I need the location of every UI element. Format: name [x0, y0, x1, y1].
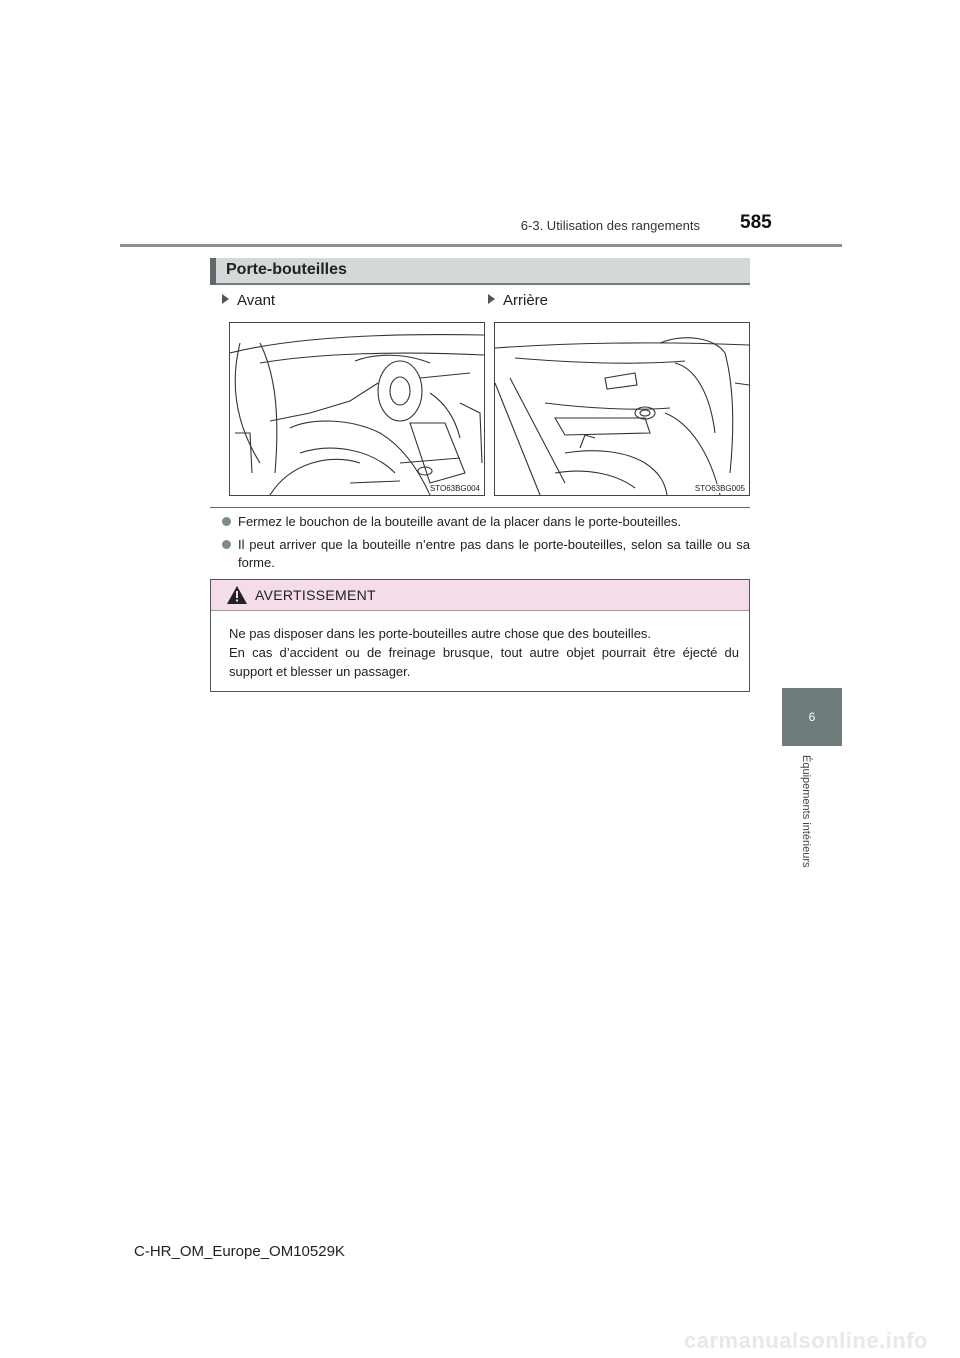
front-interior-drawing — [230, 323, 484, 495]
bullet-text: Il peut arriver que la bouteille n’entre pas dans le porte-bouteilles, selon sa taille ou sa forme. — [238, 537, 750, 570]
rear-bottle-holder-illustration — [494, 322, 750, 496]
subheading-front-label: Avant — [237, 292, 276, 309]
watermark: carmanualsonline.info — [684, 1328, 928, 1353]
subheading-rear-label: Arrière — [503, 292, 549, 309]
header-section-title: 6-3. Utilisation des rangements — [520, 218, 700, 233]
illustration-code-front: STO63BG004 — [429, 484, 480, 493]
illustration-code-rear: STO63BG005 — [694, 484, 745, 493]
chapter-tab: 6 — [782, 688, 842, 746]
section-accent — [210, 258, 216, 285]
section-title: Porte-bouteilles — [226, 261, 347, 278]
footer-doc-id: C-HR_OM_Europe_OM10529K — [134, 1243, 345, 1260]
rear-interior-drawing — [495, 323, 749, 495]
warning-body — [229, 624, 739, 681]
bullet-dot-icon — [222, 517, 231, 526]
warning-title: AVERTISSEMENT — [255, 587, 376, 603]
bullet-text: Fermez le bouchon de la bouteille avant de la placer dans le porte-bouteilles. — [238, 514, 681, 529]
bullet-dot-icon — [222, 540, 231, 549]
subheading-rear — [488, 292, 548, 309]
triangle-bullet-icon — [222, 294, 229, 304]
separator-rule — [210, 507, 750, 508]
triangle-bullet-icon — [488, 294, 495, 304]
warning-header — [211, 580, 749, 611]
warning-box — [210, 579, 750, 692]
warning-line: En cas d’accident ou de freinage brusque, tout autre objet pourrait être éjecté du support et blesser un passager. — [229, 645, 739, 679]
subheading-front — [222, 292, 275, 309]
list-item — [222, 513, 750, 533]
list-item — [222, 536, 750, 576]
page-number: 585 — [740, 212, 772, 233]
section-heading — [210, 258, 750, 285]
warning-triangle-icon — [227, 586, 247, 604]
front-bottle-holder-illustration — [229, 322, 485, 496]
header-rule — [120, 244, 842, 247]
chapter-title: Équipements intérieurs — [800, 755, 812, 868]
warning-line: Ne pas disposer dans les porte-bouteilles autre chose que des bouteilles. — [229, 626, 652, 641]
